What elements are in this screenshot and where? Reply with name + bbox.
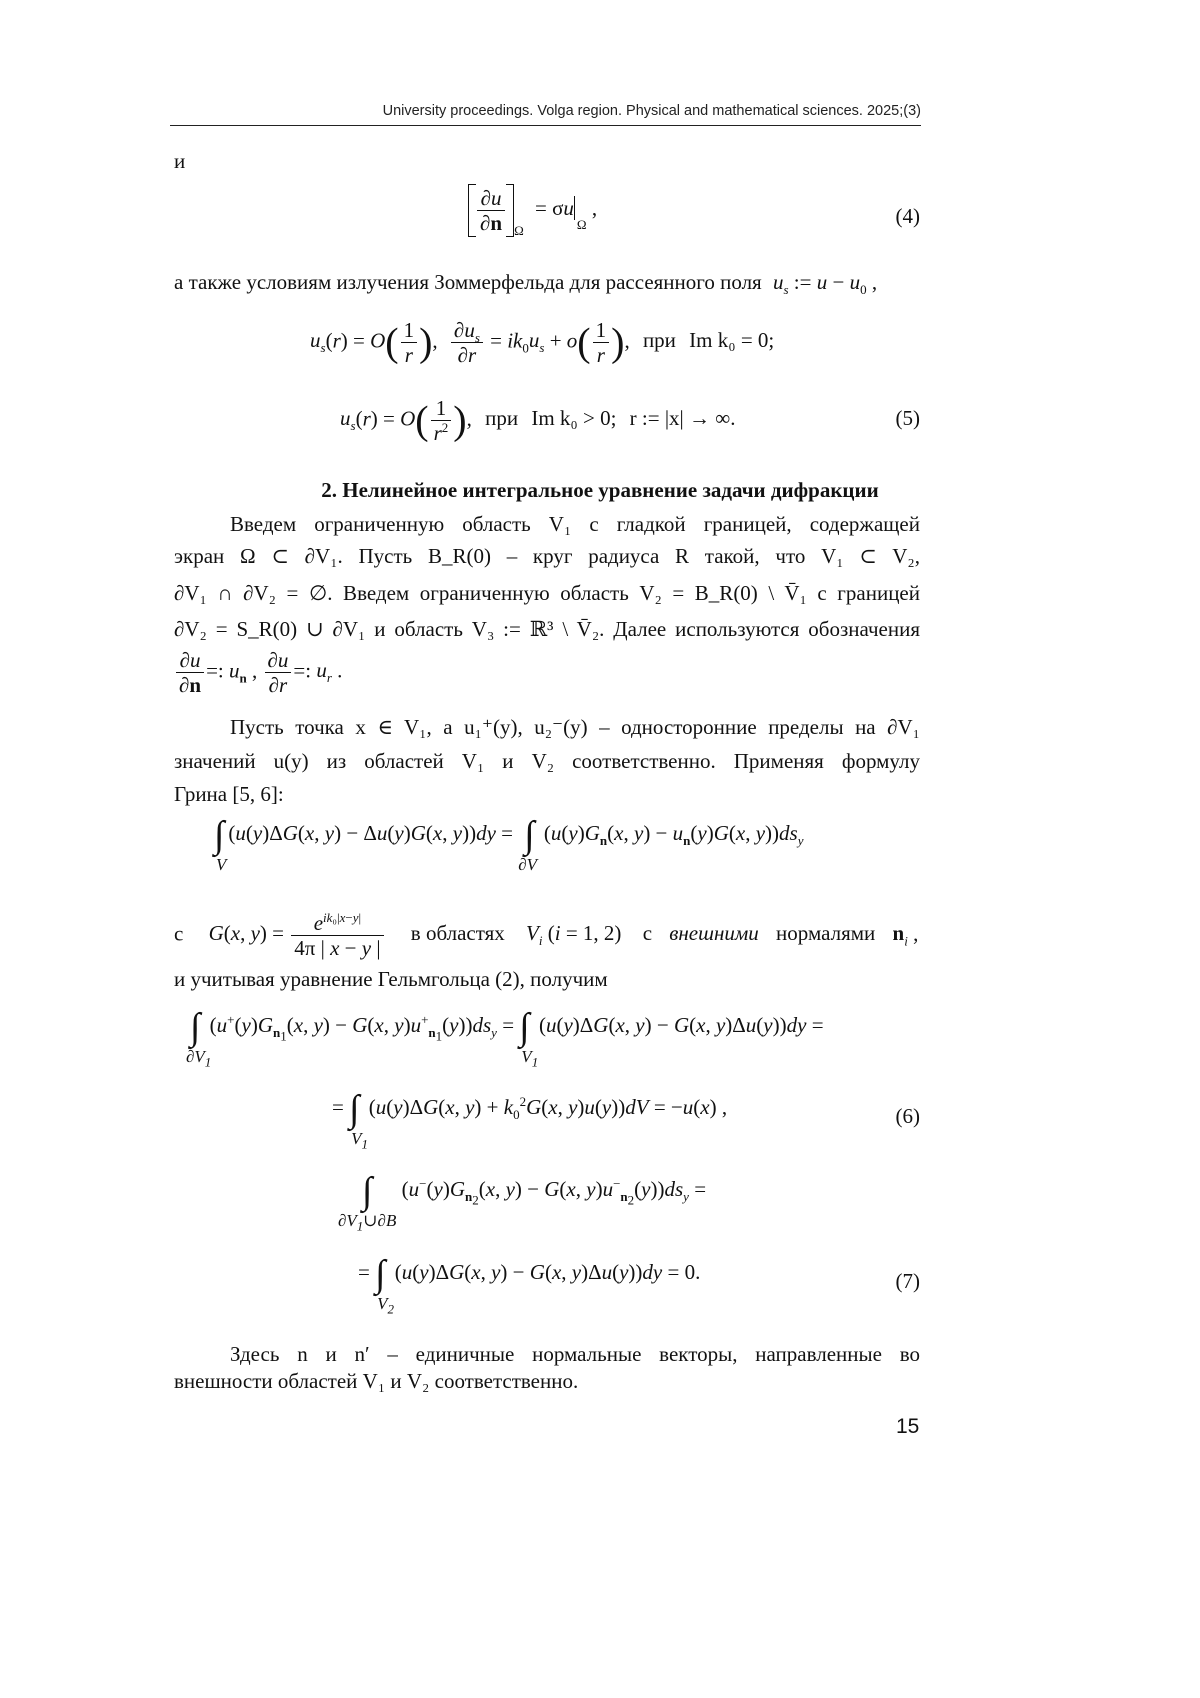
text-in-domains: в областях [410,921,505,946]
section-title: 2. Нелинейное интегральное уравнение задачи дифракции [321,478,879,502]
equation-5-line-2: $u_s(r) = O$( $\frac{1}{r^2}$ ), при Im k₀ > 0; r := |x| → ∞. [340,396,736,445]
para2-line1: Пусть точка x ∈ V₁, а u₁⁺(y), u₂⁻(y) – односторонние пределы на ∂V₁ [230,715,920,739]
para2-line3: Грина [5, 6]: [174,782,284,806]
equation-4-number: (4) [895,204,920,228]
text-normals: нормалями [776,921,876,946]
im-k0-positive: Im k₀ > 0; [531,406,617,431]
page-number: 15 [896,1415,920,1438]
para1-line1: Введем ограниченную область V₁ с гладкой границей, содержащей [230,512,920,536]
text-considering: и учитывая уравнение Гельмгольца (2), получим [174,967,608,991]
r-definition: r := |x| → ∞. [629,406,736,431]
text-with: с [174,921,184,946]
para2-line2: значений u(y) из областей V₁ и V₂ соответственно. Применяя формулу [174,749,920,773]
equation-6-number: (6) [895,1104,920,1128]
text-sommerfeld: а также условиям излучения Зоммерфельда для рассеянного поля $u_s$ := $u - u_0$ , [174,270,878,298]
equation-7-line-1: ∫ $\partial V_1\cup\partial B$ ($u^-(y)G_{n_2}(x$, y) − G(x, $y)u^-_{n_2}(y))ds_y$ = [338,1170,707,1234]
pri-2: при [485,406,519,431]
equation-5-line-1: $u_s(r) = O$( $\frac{1}{r}$ ), $\frac{\partial u_s}{\partial r}$ = $ik_0u_s + o$( $\frac{1}{r}$ ), при Im k₀ = 0; [310,318,775,367]
text-with2: с [642,921,653,946]
equation-7-line-2: = ∫ $V_2$ (u(y)ΔG(x, y) − G(x, y)Δu(y))dy = 0. [358,1253,701,1317]
header-rule [170,125,921,126]
sommerfeld-text: а также условиям излучения Зоммерфельда для рассеянного поля [174,270,762,294]
equation-5-number: (5) [895,406,920,430]
green-function-line: с G(x, y) = $\frac{e^{ik_0|x-y|}}{4\pi | x - y |}$ в областях $V_i$ (i = 1, 2) с внешними нормалями $n_i$ , [174,910,919,960]
last-line2: внешности областей V₁ и V₂ соответственно. [174,1369,579,1393]
im-k0-zero: Im k₀ = 0; [689,328,775,353]
para1-line2: экран Ω ⊂ ∂V₁. Пусть B_R(0) – круг радиуса R такой, что V₁ ⊂ V₂, [174,544,920,568]
equation-6-line-1: ∫ $\partial V_1$ ($u^+(y)G_{n_1}(x$, y) − G(x, $y)u^+_{n_1}(y))ds_y$ = ∫ $V_1$ (u(y)ΔG(x, y) − G(x, y)Δu(y))dy = [186,1006,824,1070]
last-line1: Здесь n и n′ – единичные нормальные векторы, направленные во [230,1342,920,1366]
running-head: University proceedings. Volga region. Physical and mathematical sciences. 2025;(3) [382,103,921,119]
equation-4: $\frac{\partial u}{\partial n}$ $_\Omega = \sigma u_\Omega$ , [468,184,597,237]
green-formula: ∫ V (u(y)ΔG(x, y) − Δu(y)G(x, y))dy = ∫ ∂V ($u(y)G_n(x$, $y) - u_n(y)G(x$, $y))ds_y$ [214,814,804,874]
notation-derivatives: $\frac{\partial u}{\partial n}$ =: $u_n$ , $\frac{\partial u}{\partial r}$ =: $u_r$ . [174,648,342,697]
para1-line4: ∂V₂ = S_R(0) ∪ ∂V₁ и область V₃ := ℝ³ \ V̄₂. Далее используются обозначения [174,617,920,641]
pri-1: при [642,328,676,353]
equation-6-line-2: = ∫ $V_1$ (u(y)ΔG(x, $y) + k_0^2G(x$, y)u(y))dV = −u(x) , [332,1088,728,1152]
para1-line3: ∂V₁ ∩ ∂V₂ = ∅. Введем ограниченную область V₂ = B_R(0) \ V̄₁ с границей [174,581,920,605]
text-external: внешними [669,921,759,946]
equation-7-number: (7) [895,1269,920,1293]
text-and: и [174,149,186,173]
